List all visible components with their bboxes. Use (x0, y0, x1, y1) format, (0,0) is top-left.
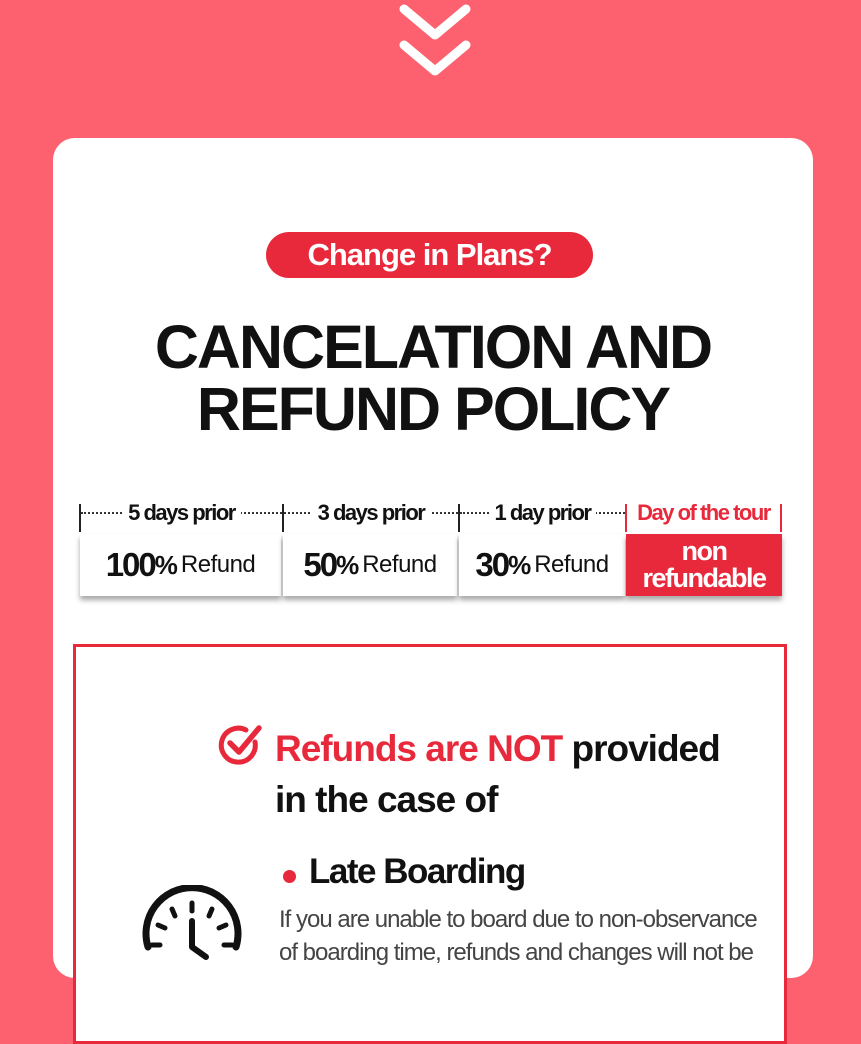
check-circle-icon (217, 722, 263, 768)
page-title (53, 313, 813, 443)
no-refund-headline (275, 723, 745, 825)
headline-highlight: Refunds are NOT (275, 728, 563, 769)
timeline-label-text: 5 days prior (122, 500, 241, 526)
title-line-2: REFUND POLICY (196, 375, 670, 443)
refund-percent: 100 (105, 546, 155, 583)
timeline-label-text: 3 days prior (312, 500, 431, 526)
non-refundable-box (626, 534, 782, 596)
badge-text: Change in Plans? (307, 237, 552, 272)
headline-rest: provided (562, 728, 720, 769)
late-boarding-title: Late Boarding (309, 852, 525, 891)
non-refundable-line-1: non (681, 536, 727, 566)
clock-icon (136, 885, 248, 997)
refund-label: Refund (534, 551, 609, 578)
percent-sign: % (508, 549, 531, 580)
non-refundable-line-2: refundable (642, 563, 766, 593)
refund-percent: 50 (303, 546, 337, 583)
timeline-tick (780, 504, 782, 532)
headline-line-2: in the case of (275, 779, 498, 820)
refund-box-30 (459, 534, 625, 596)
timeline-label-3-days (284, 498, 458, 528)
title-line-1: CANCELATION AND (154, 313, 712, 381)
change-in-plans-badge (266, 232, 593, 278)
refund-label: Refund (180, 551, 256, 578)
refund-box-100 (80, 534, 281, 596)
percent-sign: % (336, 549, 359, 580)
refund-percent: 30 (475, 546, 509, 583)
timeline-label-text: 1 day prior (489, 500, 597, 526)
policy-card (53, 138, 813, 978)
timeline-label-5-days (81, 498, 282, 528)
late-boarding-description: If you are unable to board due to non-observance of boarding time, refunds and changes will not be (279, 906, 757, 966)
timeline-label-1-day (460, 498, 625, 528)
refund-box-50 (283, 534, 457, 596)
double-chevron-down-icon (398, 3, 472, 81)
no-refund-panel (73, 644, 787, 1044)
refund-label: Refund (362, 551, 437, 578)
timeline-label-day-of-tour (627, 498, 780, 528)
percent-sign: % (154, 549, 177, 580)
timeline-label-text: Day of the tour (637, 500, 770, 525)
bullet-dot (283, 870, 296, 883)
